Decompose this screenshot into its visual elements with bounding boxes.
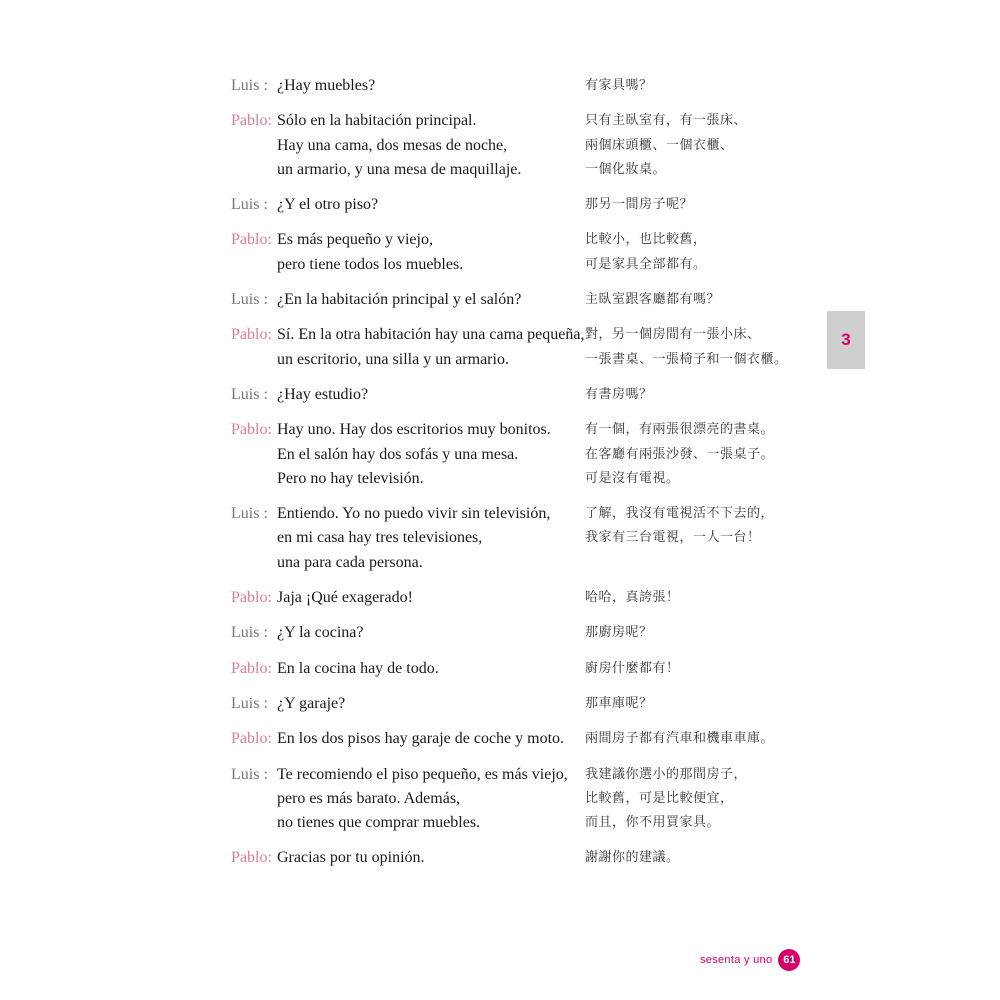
spanish-text — [277, 193, 585, 217]
speaker-label: Pablo: — [231, 326, 272, 344]
chinese-translation — [585, 502, 831, 575]
speaker-label: Pablo: — [231, 730, 272, 748]
chinese-line: 一個化妝桌。 — [585, 161, 667, 177]
dialogue-turn — [231, 383, 831, 407]
speaker-label: Luis : — [231, 505, 268, 523]
chinese-line: 有家具嗎？ — [585, 78, 653, 93]
dialogue-turn — [231, 763, 831, 836]
chinese-line: 可是家具全部都有。 — [585, 256, 707, 272]
speaker-label: Luis : — [231, 694, 268, 712]
spanish-line: ¿En la habitación principal y el salón? — [277, 291, 522, 309]
spanish-line: Gracias por tu opinión. — [277, 849, 425, 867]
chinese-line: 一張書桌、一張椅子和一個衣櫃。 — [585, 351, 788, 367]
chinese-line: 可是沒有電視。 — [585, 470, 680, 486]
chinese-line: 在客廳有兩張沙發、一張桌子。 — [585, 446, 775, 462]
chapter-tab — [827, 311, 865, 369]
speaker-label: Pablo: — [231, 659, 272, 677]
spanish-text — [277, 418, 585, 491]
chinese-translation — [585, 74, 831, 98]
chinese-translation — [585, 763, 831, 836]
spanish-text — [277, 727, 585, 751]
spanish-text — [277, 846, 585, 870]
speaker-label: Pablo: — [231, 849, 272, 867]
spanish-line: en mi casa hay tres televisiones, — [277, 529, 483, 547]
chinese-line: 有書房嗎？ — [585, 386, 653, 402]
spanish-text — [277, 383, 585, 407]
spanish-line: Sólo en la habitación principal. — [277, 112, 477, 130]
speaker-label: Luis : — [231, 765, 268, 783]
spanish-line: En el salón hay dos sofás y una mesa. — [277, 445, 519, 463]
chinese-line: 謝謝你的建議。 — [585, 850, 680, 866]
dialogue — [231, 74, 831, 882]
dialogue-turn — [231, 502, 831, 575]
chinese-line: 我家有三台電視，一人一台！ — [585, 530, 761, 546]
dialogue-turn — [231, 692, 831, 716]
spanish-line: no tienes que comprar muebles. — [277, 814, 481, 832]
spanish-text — [277, 323, 585, 372]
speaker-label: Pablo: — [231, 421, 272, 439]
chinese-line: 哈哈，真誇張！ — [585, 590, 680, 606]
spanish-line: En la cocina hay de todo. — [277, 659, 439, 677]
spanish-line: un armario, y una mesa de maquillaje. — [277, 160, 522, 178]
chinese-line: 只有主臥室有，有一張床、 — [585, 113, 748, 129]
spanish-line: Jaja ¡Qué exagerado! — [277, 589, 413, 607]
chinese-line: 比較舊，可是比較便宜， — [585, 790, 734, 806]
chinese-line: 我建議你選小的那間房子， — [585, 766, 748, 782]
dialogue-turn — [231, 418, 831, 491]
page-number-words: sesenta y uno — [700, 954, 773, 966]
spanish-text — [277, 502, 585, 575]
speaker-label: Pablo: — [231, 589, 272, 607]
dialogue-turn — [231, 288, 831, 312]
chinese-line: 兩個床頭櫃、一個衣櫃、 — [585, 137, 734, 153]
chinese-translation — [585, 727, 831, 751]
spanish-text — [277, 74, 585, 98]
chinese-line: 對，另一個房間有一張小床、 — [585, 327, 761, 343]
chinese-translation — [585, 383, 831, 407]
page-footer — [700, 948, 800, 972]
speaker-label: Pablo: — [231, 231, 272, 249]
spanish-line: ¿Hay muebles? — [277, 77, 376, 94]
dialogue-turn — [231, 323, 831, 372]
chinese-translation — [585, 418, 831, 491]
spanish-text — [277, 692, 585, 716]
chinese-translation — [585, 288, 831, 312]
chinese-line: 那車庫呢？ — [585, 695, 653, 711]
chinese-line: 廚房什麼都有！ — [585, 660, 680, 676]
chinese-line: 而且，你不用買家具。 — [585, 815, 721, 831]
chapter-number: 3 — [841, 330, 851, 349]
spanish-line: ¿Y el otro piso? — [277, 196, 379, 214]
speaker-label: Pablo: — [231, 112, 272, 130]
chinese-line: 主臥室跟客廳都有嗎？ — [585, 292, 721, 308]
chinese-translation — [585, 586, 831, 610]
chinese-line: 那另一間房子呢？ — [585, 197, 694, 213]
dialogue-turn — [231, 109, 831, 182]
page-number-badge: 61 — [778, 949, 800, 971]
chinese-translation — [585, 228, 831, 277]
spanish-line: Es más pequeño y viejo, — [277, 231, 433, 249]
chinese-line: 有一個，有兩張很漂亮的書桌。 — [585, 422, 775, 438]
chinese-translation — [585, 109, 831, 182]
speaker-label: Luis : — [231, 385, 268, 403]
dialogue-turn — [231, 657, 831, 681]
chinese-line: 比較小，也比較舊， — [585, 232, 707, 248]
dialogue-turn — [231, 846, 831, 870]
spanish-text — [277, 288, 585, 312]
spanish-text — [277, 657, 585, 681]
chinese-line: 那廚房呢？ — [585, 625, 653, 641]
spanish-text — [277, 109, 585, 182]
dialogue-turn — [231, 228, 831, 277]
dialogue-turn — [231, 74, 831, 98]
spanish-line: Pero no hay televisión. — [277, 469, 424, 487]
spanish-line: ¿Y la cocina? — [277, 624, 364, 642]
chinese-line: 了解，我沒有電視活不下去的， — [585, 506, 775, 522]
spanish-line: Entiendo. Yo no puedo vivir sin televisión, — [277, 505, 551, 523]
spanish-text — [277, 228, 585, 277]
spanish-text — [277, 763, 585, 836]
chinese-translation — [585, 657, 831, 681]
dialogue-turn — [231, 193, 831, 217]
spanish-line: Te recomiendo el piso pequeño, es más viejo, — [277, 765, 568, 783]
spanish-line: un escritorio, una silla y un armario. — [277, 350, 509, 368]
spanish-line: Sí. En la otra habitación hay una cama pequeña, — [277, 326, 585, 344]
chinese-translation — [585, 323, 831, 372]
spanish-line: pero es más barato. Además, — [277, 789, 461, 807]
spanish-line: una para cada persona. — [277, 553, 423, 571]
speaker-label: Luis : — [231, 77, 268, 94]
spanish-line: Hay una cama, dos mesas de noche, — [277, 136, 508, 154]
chinese-translation — [585, 692, 831, 716]
spanish-line: Hay uno. Hay dos escritorios muy bonitos. — [277, 421, 551, 439]
dialogue-turn — [231, 586, 831, 610]
speaker-label: Luis : — [231, 196, 268, 214]
spanish-line: ¿Y garaje? — [277, 694, 346, 712]
dialogue-turn — [231, 621, 831, 645]
chinese-translation — [585, 193, 831, 217]
spanish-text — [277, 586, 585, 610]
chinese-line: 兩間房子都有汽車和機車車庫。 — [585, 731, 775, 747]
spanish-line: ¿Hay estudio? — [277, 385, 369, 403]
spanish-line: pero tiene todos los muebles. — [277, 255, 464, 273]
spanish-text — [277, 621, 585, 645]
speaker-label: Luis : — [231, 624, 268, 642]
speaker-label: Luis : — [231, 291, 268, 309]
spanish-line: En los dos pisos hay garaje de coche y moto. — [277, 730, 565, 748]
chinese-translation — [585, 621, 831, 645]
dialogue-turn — [231, 727, 831, 751]
chinese-translation — [585, 846, 831, 870]
